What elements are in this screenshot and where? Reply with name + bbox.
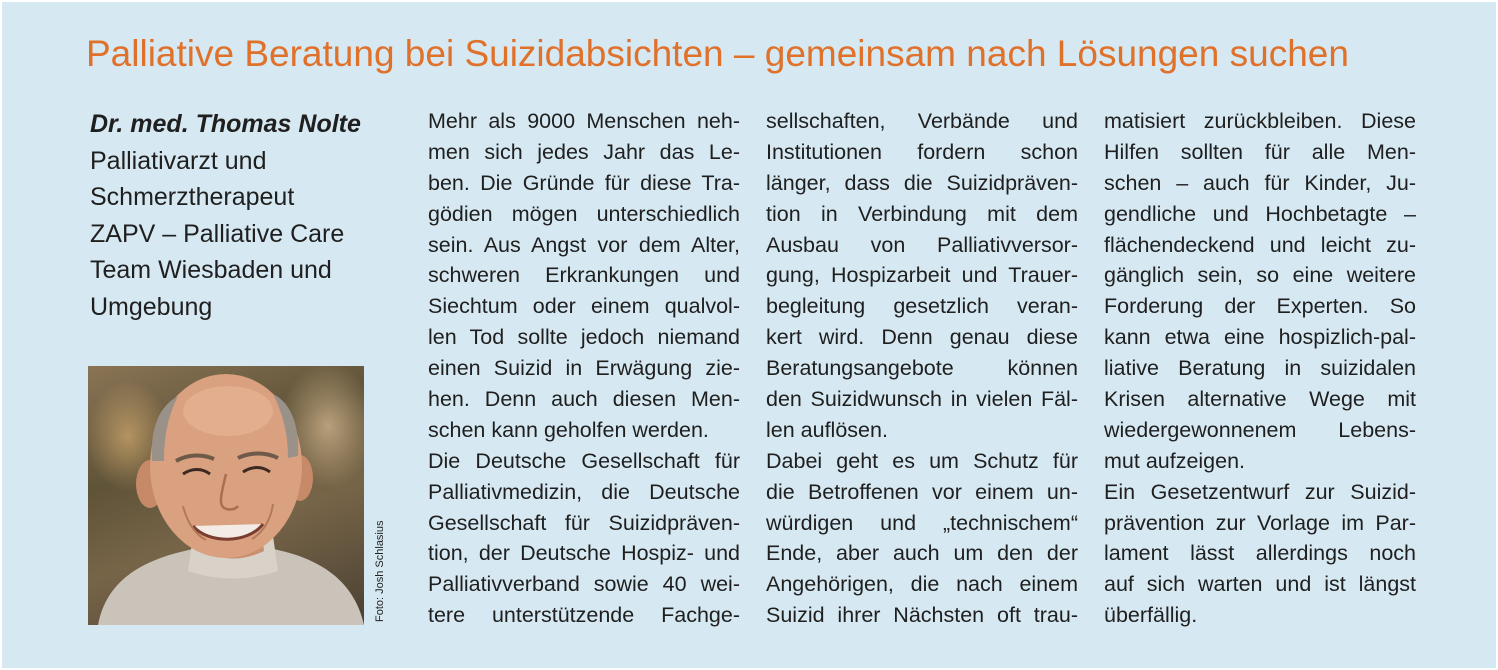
text-line: Krisen alternative Wege mit bbox=[1104, 387, 1416, 412]
text-line: len Tod sollte jedoch niemand bbox=[428, 325, 740, 350]
author-line: Team Wiesbaden und bbox=[90, 256, 332, 285]
text-line: flächendeckend und leicht zu- bbox=[1104, 232, 1416, 257]
photo-credit: Foto: Josh Schlasius bbox=[374, 520, 386, 622]
text-column-3 bbox=[1104, 106, 1416, 631]
text-line: Suizid ihrer Nächsten oft trau- bbox=[766, 603, 1078, 628]
text-line: tion, der Deutsche Hospiz- und bbox=[428, 541, 740, 566]
text-line: einen Suizid in Erwägung zie- bbox=[428, 356, 740, 381]
text-line: prävention zur Vorlage im Par- bbox=[1104, 510, 1416, 535]
text-line: Gesellschaft für Suizidpräven- bbox=[428, 510, 740, 535]
text-line: Beratungsangebote können bbox=[766, 356, 1078, 381]
text-line: sellschaften, Verbände und bbox=[766, 109, 1078, 133]
text-column-2 bbox=[766, 106, 1078, 631]
text-line: tion in Verbindung mit dem bbox=[766, 201, 1078, 226]
text-line: die Betroffenen vor einem un- bbox=[766, 479, 1078, 504]
text-line: gödien mögen unterschiedlich bbox=[428, 201, 740, 226]
portrait-illustration bbox=[88, 366, 364, 625]
text-line: sein. Aus Angst vor dem Alter, bbox=[428, 232, 740, 257]
text-line: Ein Gesetzentwurf zur Suizid- bbox=[1104, 479, 1416, 504]
text-line: wiedergewonnenem Lebens- bbox=[1104, 417, 1416, 442]
text-line: liative Beratung in suizidalen bbox=[1104, 356, 1416, 381]
author-block bbox=[90, 106, 390, 326]
text-line: tere unterstützende Fachge- bbox=[428, 603, 740, 628]
text-line: schen kann geholfen werden. bbox=[428, 417, 709, 442]
author-line: Umgebung bbox=[90, 292, 213, 321]
text-line: Die Deutsche Gesellschaft für bbox=[428, 448, 740, 473]
text-line: matisiert zurückbleiben. Diese bbox=[1104, 109, 1416, 133]
text-line: kert wird. Denn genau diese bbox=[766, 325, 1078, 350]
text-line: Forderung der Experten. So bbox=[1104, 294, 1416, 319]
text-line: len auflösen. bbox=[766, 417, 888, 442]
author-line: Palliativarzt und bbox=[90, 146, 267, 175]
text-line: Siechtum oder einem qualvol- bbox=[428, 294, 740, 319]
text-line: schen – auch für Kinder, Ju- bbox=[1104, 170, 1416, 195]
text-line: auf sich warten und ist längst bbox=[1104, 572, 1416, 597]
text-line: den Suizidwunsch in vielen Fäl- bbox=[766, 387, 1078, 412]
text-line: ben. Die Gründe für diese Tra- bbox=[428, 170, 740, 195]
text-line: Dabei geht es um Schutz für bbox=[766, 448, 1078, 473]
author-line: Schmerztherapeut bbox=[90, 183, 295, 212]
text-line: Hilfen sollten für alle Men- bbox=[1104, 139, 1416, 164]
text-column-1 bbox=[428, 106, 740, 631]
text-line: begleitung gesetzlich veran- bbox=[766, 294, 1078, 319]
article-panel bbox=[2, 2, 1496, 668]
text-line: Angehörigen, die nach einem bbox=[766, 572, 1078, 597]
text-line: schweren Erkrankungen und bbox=[428, 263, 740, 288]
text-line: Palliativmedizin, die Deutsche bbox=[428, 479, 740, 504]
text-line: Mehr als 9000 Menschen neh- bbox=[428, 109, 740, 133]
text-line: Ausbau von Palliativversor- bbox=[766, 232, 1078, 257]
text-line: kann etwa eine hospizlich-pal- bbox=[1104, 325, 1416, 350]
author-photo bbox=[88, 366, 364, 625]
text-line: überfällig. bbox=[1104, 603, 1198, 628]
author-line: ZAPV – Palliative Care bbox=[90, 219, 345, 248]
article-title: Palliative Beratung bei Suizidabsichten – gemeinsam nach Lösungen suchen bbox=[86, 33, 1349, 74]
text-line: gung, Hospizarbeit und Trauer- bbox=[766, 263, 1078, 288]
text-line: Palliativverband sowie 40 wei- bbox=[428, 572, 740, 597]
text-line: Institutionen fordern schon bbox=[766, 139, 1078, 164]
text-line: gänglich sein, so eine weitere bbox=[1104, 263, 1416, 288]
text-line: länger, dass die Suizidpräven- bbox=[766, 170, 1078, 195]
text-line: gendliche und Hochbetagte – bbox=[1104, 201, 1416, 226]
text-line: hen. Denn auch diesen Men- bbox=[428, 387, 740, 412]
text-line: Ende, aber auch um den der bbox=[766, 541, 1078, 566]
author-name: Dr. med. Thomas Nolte bbox=[90, 110, 361, 138]
text-line: würdigen und „technischem“ bbox=[766, 510, 1078, 535]
text-line: men sich jedes Jahr das Le- bbox=[428, 139, 740, 164]
text-line: lament lässt allerdings noch bbox=[1104, 541, 1416, 566]
text-line: mut aufzeigen. bbox=[1104, 448, 1246, 473]
